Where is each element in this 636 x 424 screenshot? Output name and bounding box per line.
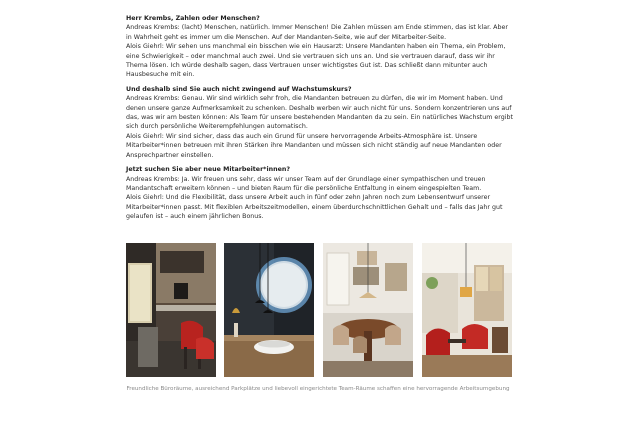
interview-article — [126, 14, 514, 227]
answer-paragraph: Andreas Krembs: (lacht) Menschen, natürlich. Immer Menschen! Die Zahlen müssen am Ende stimmen, das ist klar. Aber in Wahrheit geht es immer um die Menschen. Auf der Mandanten-Seite, wie auf der Mitarbeiter-Seite. — [126, 24, 508, 41]
answer-paragraph: Andreas Krembs: Genau. Wir sind wirklich sehr froh, die Mandanten betreuen zu dürfen, die wir im Moment haben. Und denen unsere ganze Aufmerksamkeit zu schenken. Deshalb werben wir auch nicht für uns. Sondern konzentrieren uns auf das, was wir am besten können: Als Team für unsere bestehenden Mandanten da zu sein. Ein natürliches Wachstum ergibt sich durch persönliche Weiterempfehlungen automatisch. — [126, 95, 513, 131]
answer-paragraph: Alois Giehrl: Wir sind sicher, dass das auch ein Grund für unsere hervorragende Arbeits-Atmosphäre ist. Unsere Mitarbeiter*innen betreuen mit ihren Stärken ihre Mandanten und müssen sich nicht ständig auf neue Mandanten oder Ansprechpartner einstellen. — [126, 132, 502, 159]
answer-paragraph: Alois Giehrl: Und die Flexibilität, dass unsere Arbeit auch in fünf oder zehn Jahren noch zum Lebensentwurf unserer Mitarbeiter*innen passt. Mit flexiblen Arbeitszeitmodellen, einem überdurchschnittlichen Gehalt und – falls das Jahr gut gelaufen ist – auch einem jährlichen Bonus. — [126, 194, 503, 221]
lounge-photo-icon[interactable] — [422, 243, 512, 377]
kitchen-photo-svg — [126, 243, 216, 377]
qa-block-2 — [126, 85, 514, 160]
meeting-room-photo-icon[interactable] — [323, 243, 413, 377]
answer-paragraph: Alois Giehrl: Wir sehen uns manchmal ein bisschen wie ein Hausarzt: Unsere Mandanten haben ein Thema, ein Problem, eine Schwierigkeit – oder manchmal auch zwei. Und sie vertrauen sich uns an. Und sie vertrauen darauf, dass wir ihr Thema lösen. Ich würde deshalb sagen, dass Vertrauen unser wichtigstes Gut ist. Das schließt dann mitunter auch Hausbesuche mit ein. — [126, 43, 506, 79]
answer-paragraph: Andreas Krembs: Ja. Wir freuen uns sehr, dass wir unser Team auf der Grundlage einer sympathischen und treuen Mandantschaft erweitern können – und bieten Raum für die persönliche Entfaltung in einem eingespielten Team. — [126, 175, 486, 192]
question-heading: Herr Krembs, Zahlen oder Menschen? — [126, 15, 260, 22]
photo-gallery — [126, 243, 512, 377]
meeting-room-photo-svg — [323, 243, 413, 377]
photo-caption: Freundliche Büroräume, ausreichend Parkplätze und liebevoll eingerichtete Team-Räume schaffen eine hervorragende Arbeitsumgebung — [126, 386, 510, 392]
question-heading: Und deshalb sind Sie auch nicht zwingend auf Wachstumskurs? — [126, 85, 352, 93]
bathroom-photo-icon[interactable] — [224, 243, 314, 377]
bathroom-photo-svg — [224, 243, 314, 377]
lounge-photo-svg — [422, 243, 512, 377]
qa-block-1 — [126, 14, 514, 80]
question-heading: Jetzt suchen Sie aber neue Mitarbeiter*innen? — [126, 166, 290, 174]
qa-block-3 — [126, 165, 514, 221]
kitchen-photo-icon[interactable] — [126, 243, 216, 377]
